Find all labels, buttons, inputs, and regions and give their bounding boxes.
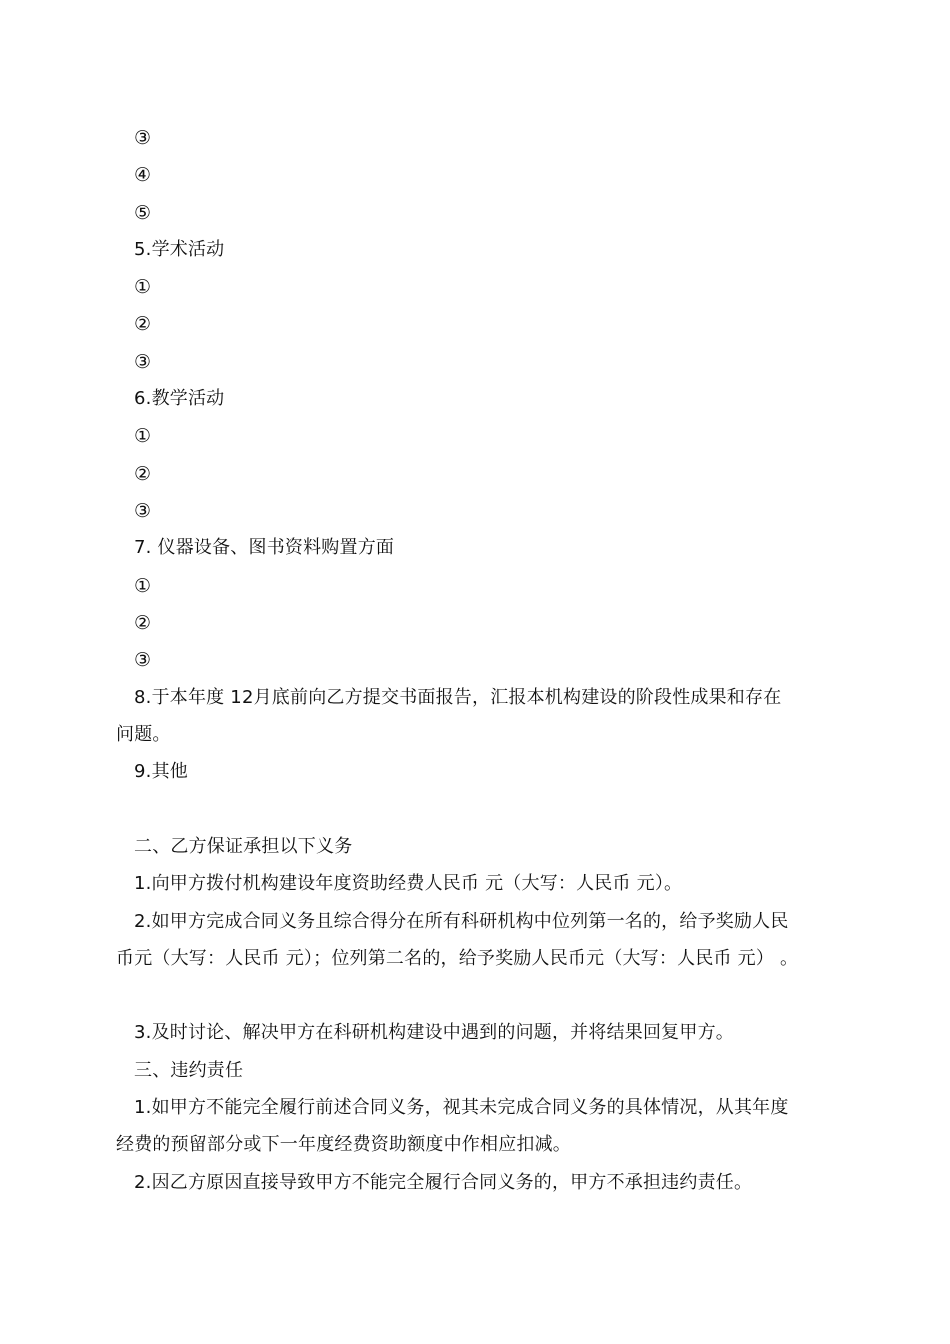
item-marker: ③ <box>134 649 152 671</box>
section-heading-teaching-activities: 6.教学活动 <box>134 388 225 409</box>
item-marker: ③ <box>134 351 152 373</box>
section-heading-liability: 三、违约责任 <box>134 1060 244 1081</box>
paragraph-discussion: 3.及时讨论、解决甲方在科研机构建设中遇到的问题，并将结果回复甲方。 <box>134 1022 734 1043</box>
paragraph-report-line-1: 8.于本年度 12月底前向乙方提交书面报告，汇报本机构建设的阶段性成果和存在 <box>134 687 782 708</box>
item-marker: ② <box>134 612 152 634</box>
paragraph-reward-line-1: 2.如甲方完成合同义务且综合得分在所有科研机构中位列第一名的，给予奖励人民 <box>134 911 789 932</box>
item-marker: ④ <box>134 164 152 186</box>
item-marker: ① <box>134 425 152 447</box>
item-marker: ② <box>134 313 152 335</box>
section-heading-academic-activities: 5.学术活动 <box>134 239 225 260</box>
section-heading-party-b-obligations: 二、乙方保证承担以下义务 <box>134 836 353 857</box>
section-heading-equipment-purchase: 7. 仪器设备、图书资料购置方面 <box>134 537 395 558</box>
item-marker: ① <box>134 276 152 298</box>
item-marker: ③ <box>134 500 152 522</box>
section-heading-other: 9.其他 <box>134 761 188 782</box>
paragraph-liability-line-1: 1.如甲方不能完全履行前述合同义务，视其未完成合同义务的具体情况，从其年度 <box>134 1097 789 1118</box>
item-marker: ② <box>134 463 152 485</box>
item-marker: ⑤ <box>134 202 152 224</box>
paragraph-funding: 1.向甲方拨付机构建设年度资助经费人民币 元（大写：人民币 元）。 <box>134 873 683 894</box>
paragraph-exemption: 2.因乙方原因直接导致甲方不能完全履行合同义务的，甲方不承担违约责任。 <box>134 1172 753 1193</box>
item-marker: ① <box>134 575 152 597</box>
paragraph-liability-line-2: 经费的预留部分或下一年度经费资助额度中作相应扣减。 <box>116 1134 571 1155</box>
paragraph-report-line-2: 问题。 <box>116 724 171 745</box>
paragraph-reward-line-2: 币元（大写：人民币 元）；位列第二名的，给予奖励人民币元（大写：人民币 元） 。 <box>116 948 799 969</box>
item-marker: ③ <box>134 127 152 149</box>
